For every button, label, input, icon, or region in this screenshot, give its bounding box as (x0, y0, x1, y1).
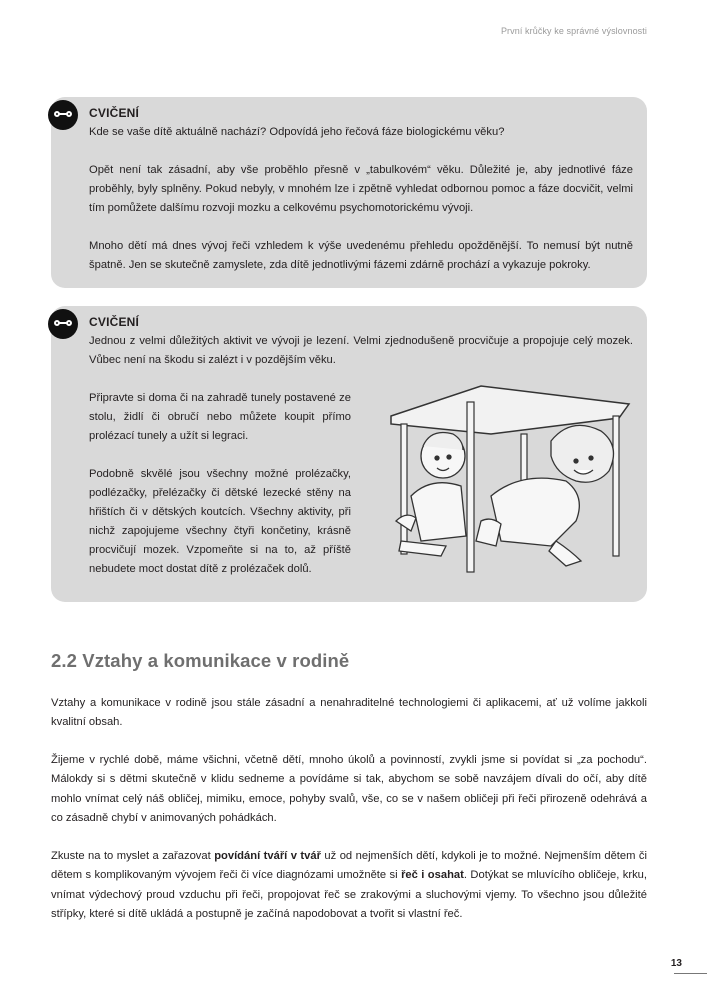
paragraph-text: Žijeme v rychlé době, máme všichni, včetně dětí, mnoho úkolů a povinností, zvykli jsme si povídat si „za pochodu“. Málokdy si s dětmi skutečně v klidu sedneme a povídáme si tak, abychom se sobě navzájem dívali do očí, aby dítě mohlo vnímat celý náš obličej, mimiku, emoce, pohyby svalů, vše, co se v našem obličeji při řeči přirozeně odehrává a co zásadně chybí v animovaných pohádkách. (51, 754, 647, 824)
table-leg (401, 424, 407, 554)
section-paragraph (51, 751, 647, 828)
exercise-title: CVIČENÍ (89, 106, 140, 120)
paragraph-text (51, 847, 647, 924)
section-heading: 2.2 Vztahy a komunikace v rodině (51, 650, 350, 671)
exercise-box-2 (51, 306, 647, 602)
table-leg (613, 416, 619, 556)
exercise-paragraph: Kde se vaše dítě aktuálně nachází? Odpovídá jeho řečová fáze biologickému věku? (89, 126, 505, 138)
exercise-paragraph: Mnoho dětí má dnes vývoj řeči vzhledem k výše uvedenému přehledu opožděnější. To nemusí být nutně špatně. Jen se skutečně zamyslete, zda dítě jednotlivými fázemi zdárně prochází a vykazuje pokroky. (89, 240, 633, 271)
exercise-paragraph: Opět není tak zásadní, aby vše proběhlo přesně v „tabulkovém“ věku. Důležité je, aby jednotlivé fáze proběhly, byly splněny. Pokud nebyly, v mnohém lze i zpětně vyhledat odbornou pomoc a fáze docvičit, velmi tím pomůžete dalšímu rozvoji mozku a celkovému psychomotorickému vývoji. (89, 164, 633, 214)
boy-figure (476, 425, 614, 566)
emphasis-text: povídání tváří v tvář (214, 850, 321, 862)
exercise-title: CVIČENÍ (89, 315, 140, 329)
page-number-rule (674, 973, 707, 974)
exercise-text (89, 389, 351, 579)
exercise-icon (48, 309, 78, 339)
exercise-icon (48, 100, 78, 130)
exercise-box-1 (51, 97, 647, 288)
text-run: Zkuste na to myslet a zařazovat (51, 850, 215, 862)
children-crawling-under-table-illustration (371, 346, 639, 586)
table-top (391, 386, 629, 434)
emphasis-text: řeč i osahat (401, 869, 464, 882)
exercise-intro: Jednou z velmi důležitých aktivit ve vývoji je lezení. Velmi zjednodušeně procvičuje a propojuje celý mozek. Vůbec není na škodu si zalézt i v pozdějším věku. (89, 335, 633, 366)
exercise-text (89, 123, 633, 275)
section-paragraph (51, 847, 647, 924)
exercise-paragraph: Podobně skvělé jsou všechny možné prolézačky, podlézačky, přelézačky či dětské lezecké stěny na hřištích či v dětských koutcích. Všechny aktivity, při nichž zapojujeme všechny čtyři končetiny, krásně procvičují mozek. Vzpomeňte si na to, až příště nebudete moct dostat dítě z prolézaček dolů. (89, 468, 351, 575)
table-leg (467, 402, 474, 572)
running-head: První krůčky ke správné výslovnosti (500, 26, 647, 36)
text-run: už od nejmenších dětí, kdykoli je to možné. Nejmenším dětem či dětem s komplikovaným vývojem řeči či více diagnózami umožněte si (51, 850, 647, 882)
page-number: 13 (670, 958, 682, 969)
paragraph-text: Vztahy a komunikace v rodině jsou stále zásadní a nenahraditelné technologiemi či aplikacemi, ať už volíme jakkoli kvalitní obsah. (51, 697, 647, 729)
text-run: . Dotýkat se mluvícího obličeje, krku, vnímat výdechový proud vzduchu při řeči, propojovat řeč se zrakovými a sluchovými vjemy. To všechno jsou důležité střípky, které si dítě ukládá a postupně je začíná napodobovat a tvořit si vlastní řeč. (51, 869, 647, 920)
exercise-paragraph: Připravte si doma či na zahradě tunely postavené ze stolu, židlí či obručí nebo můžete koupit přímo prolézací tunely a užít si legraci. (89, 392, 351, 442)
section-paragraph (51, 694, 647, 733)
